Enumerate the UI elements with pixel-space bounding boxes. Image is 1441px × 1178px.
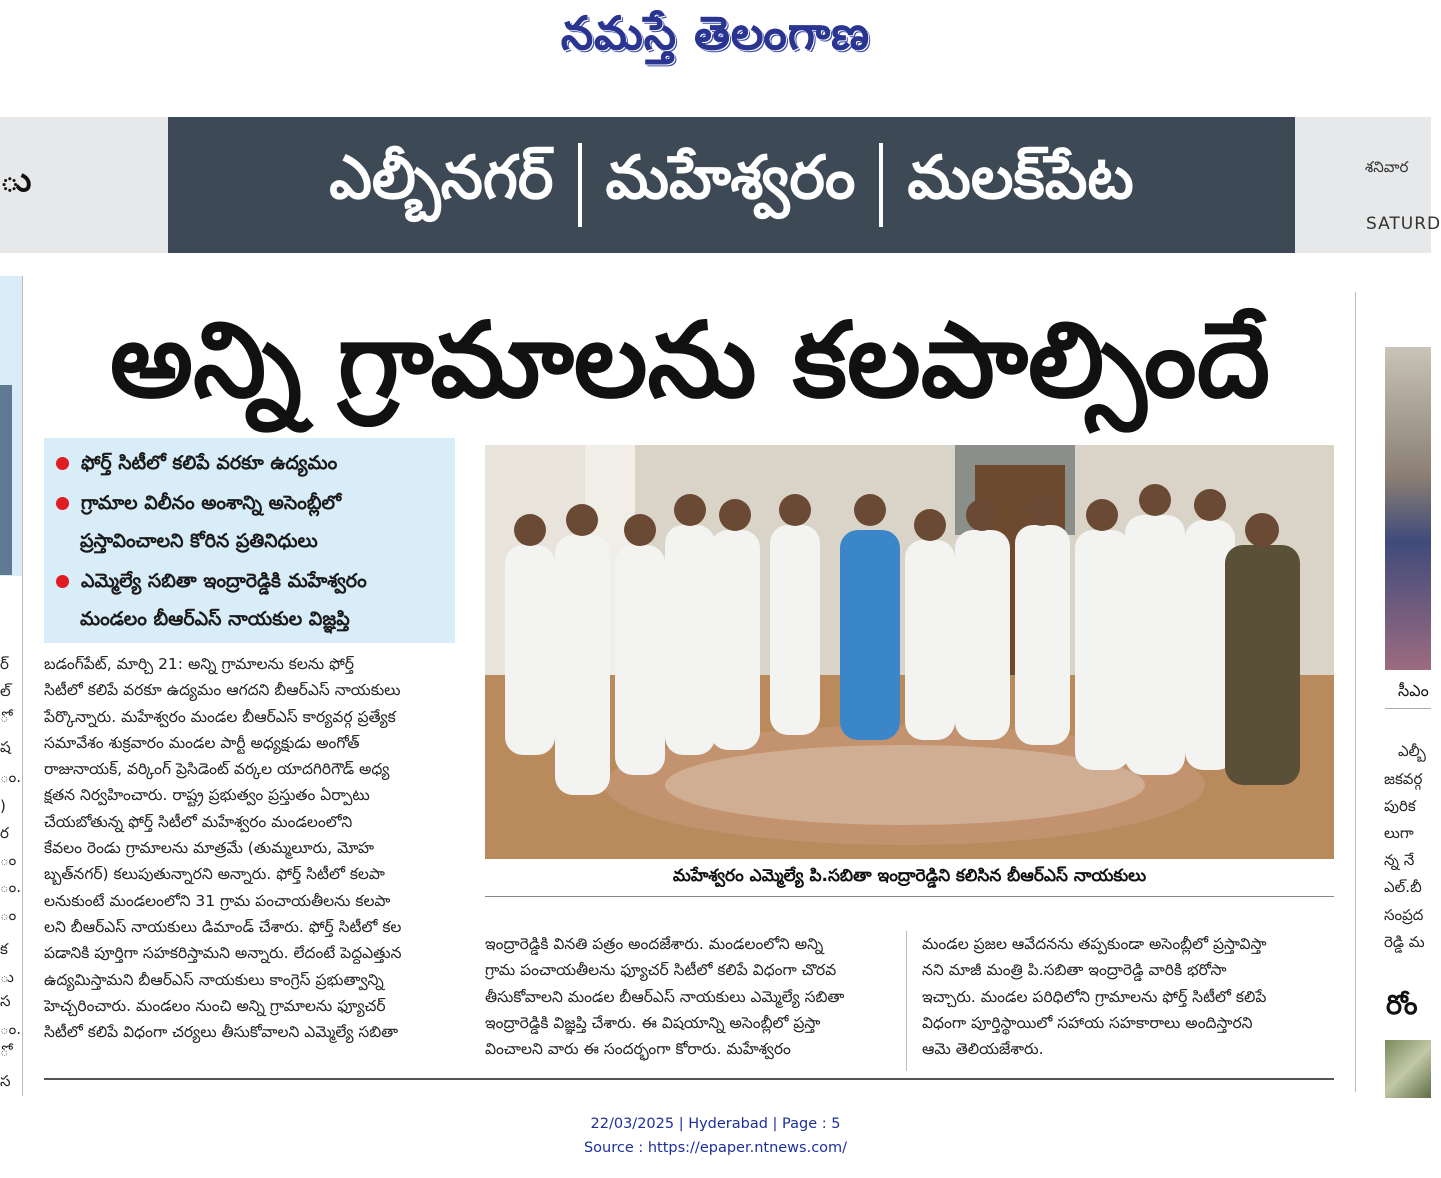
highlight-text: గ్రామాల విలీనం అంశాన్ని అసెంబ్లీలో bbox=[81, 492, 342, 514]
right-fragment: జకవర్గ bbox=[1384, 770, 1423, 788]
red-bullet-icon bbox=[56, 575, 69, 588]
photo-caption: మహేశ్వరం ఎమ్మెల్యే పి.సబితా ఇంద్రారెడ్డిని కలిసిన బీఆర్‌ఎస్ నాయకులు bbox=[672, 866, 1147, 886]
left-fragment: ర bbox=[0, 824, 9, 842]
article-line: సిటీలో కలిపే వరకూ ఉద్యమం ఆగదని బీఆర్‌ఎస్ నాయకులు bbox=[44, 681, 401, 700]
highlights-box bbox=[44, 438, 455, 643]
left-fragment: ) bbox=[0, 797, 6, 815]
right-fragment: సంప్రద bbox=[1384, 906, 1424, 924]
article-line: వించాలని వారు ఈ సందర్భంగా కోరారు. మహేశ్వరం bbox=[485, 1040, 791, 1059]
day-label-english: SATURD bbox=[1366, 214, 1441, 234]
left-fragment: ు bbox=[0, 968, 14, 986]
left-fragment: ం. bbox=[0, 768, 22, 786]
column-rule bbox=[1355, 292, 1356, 1092]
left-fragment: ో bbox=[0, 1042, 9, 1060]
article-line: ఇంద్రారెడ్డికి విజ్ఞప్తి చేశారు. ఈ విషయాన్ని అసెంబ్లీలో ప్రస్తా bbox=[485, 1013, 821, 1032]
right-fragment: రెడ్డి మ bbox=[1384, 933, 1425, 951]
masthead bbox=[0, 0, 1431, 90]
left-fragment: క bbox=[0, 940, 8, 958]
left-fragment: స bbox=[0, 1072, 11, 1090]
article-column-3 bbox=[922, 931, 1334, 1062]
section-name-lb-nagar: ఎల్బీనగర్ bbox=[329, 143, 554, 213]
article-line: సమావేశం శుక్రవారం మండల పార్టీ అధ్యక్షుడు అంగోత్ bbox=[44, 733, 360, 752]
highlight-item bbox=[56, 452, 337, 479]
caption-rule bbox=[1385, 708, 1431, 709]
right-neighbour-photo bbox=[1385, 347, 1431, 670]
article-line: ఇంద్రారెడ్డికి వినతి పత్రం అందజేశారు. మండలంలోని అన్ని bbox=[485, 935, 824, 953]
right-fragment: న్న నే bbox=[1384, 851, 1415, 869]
article-line: నని మాజీ మంత్రి పి.సబితా ఇంద్రారెడ్డి వారికి భరోసా bbox=[922, 961, 1227, 980]
article-line: గ్రామ పంచాయతీలను ఫ్యూచర్ సిటీలో కలిపే విధంగా చొరవ bbox=[485, 961, 837, 980]
right-fragment: ఎల్బీ bbox=[1398, 742, 1426, 760]
section-name-malakpet: మలక్‌పేట bbox=[907, 143, 1134, 213]
highlight-item bbox=[56, 492, 341, 519]
right-neighbour-photo-2 bbox=[1385, 1040, 1431, 1098]
footer-source-line: Source : https://epaper.ntnews.com/ bbox=[583, 1140, 848, 1156]
article-line: ఉద్యమిస్తామని బీఆర్‌ఎస్ నాయకులు కాంగ్రెస్ ప్రభుత్వాన్ని bbox=[44, 970, 384, 989]
article-line: రాజునాయక్, వర్కింగ్ ప్రెసిడెంట్ వర్కల యాదగిరిగౌడ్ అధ్య bbox=[44, 760, 390, 779]
bottom-rule bbox=[44, 1078, 1334, 1080]
right-photo-caption-fragment: సీఎం bbox=[1398, 681, 1429, 700]
article-line: చేయబోతున్న ఫోర్త్ సిటీలో మహేశ్వరం మండలంలోని bbox=[44, 812, 353, 831]
article-line: విధంగా పూర్తిస్థాయిలో సహాయ సహకారాలు అందిస్తారని bbox=[922, 1013, 1253, 1032]
red-bullet-icon bbox=[56, 457, 69, 470]
article-line: ఆమె తెలియజేశారు. bbox=[922, 1040, 1044, 1059]
right-subhead-fragment: రోం bbox=[1386, 990, 1418, 1021]
column-rule bbox=[22, 276, 23, 1096]
article-line: లని బీఆర్‌ఎస్ నాయకులు డిమాండ్ చేశారు. ఫోర్త్ సిటీలో కల bbox=[44, 917, 402, 936]
left-fragment: ం bbox=[0, 906, 17, 924]
section-name-maheshwaram: మహేశ్వరం bbox=[605, 143, 856, 213]
left-fragment: ల్ bbox=[0, 682, 11, 700]
highlight-item bbox=[56, 570, 367, 597]
article-column-2 bbox=[485, 931, 897, 1062]
right-fragment: పురిక bbox=[1384, 797, 1416, 815]
left-fragment: ర్ bbox=[0, 655, 9, 673]
article-line: లనుకుంటే మండలంలోని 31 గ్రామ పంచాయతీలను కలపా bbox=[44, 891, 391, 910]
section-bar bbox=[168, 117, 1295, 253]
article-line: బడంగ్‌పేట్, మార్చి 21: అన్ని గ్రామాలను కలను ఫోర్త్ bbox=[44, 655, 354, 673]
article-line: హెచ్చరించారు. మండలం నుంచి అన్ని గ్రామాలను ఫ్యూచర్ bbox=[44, 996, 386, 1015]
highlight-text-continued: ప్రస్తావించాలని కోరిన ప్రతినిధులు bbox=[80, 530, 318, 552]
article-line: సిటీలో కలిపే విధంగా చర్యలు తీసుకోవాలని ఎమ్మెల్యే సబితా bbox=[44, 1023, 399, 1042]
red-bullet-icon bbox=[56, 497, 69, 510]
left-fragment: ం bbox=[0, 851, 17, 869]
group-photo bbox=[485, 445, 1334, 859]
column-rule bbox=[906, 931, 907, 1071]
article-line: బ్బత్‌నగర్) కలుపుతున్నారని అన్నారు. ఫోర్త్ సిటీలో కలపా bbox=[44, 865, 385, 884]
caption-rule bbox=[485, 896, 1334, 897]
article-line: ఇచ్చారు. మండల పరిధిలోని గ్రామాలను ఫోర్త్ సిటీలో కలిపే bbox=[922, 987, 1267, 1006]
article-line: క్షతన నిర్వహించారు. రాష్ట్ర ప్రభుత్వం ప్రస్తుతం ఏర్పాటు bbox=[44, 786, 370, 805]
right-fragment: ఎల్.బీ bbox=[1384, 878, 1422, 896]
left-fragment: ం. bbox=[0, 878, 22, 896]
right-fragment: లుగా bbox=[1384, 824, 1414, 842]
left-fragment: ష bbox=[0, 738, 11, 756]
article-headline: అన్ని గ్రామాలను కలపాల్సిందే bbox=[109, 299, 1271, 421]
left-fragment: స bbox=[0, 992, 11, 1010]
left-neighbour-photo bbox=[0, 385, 12, 575]
left-fragment: ం. bbox=[0, 1020, 22, 1038]
section-left-fragment: ు bbox=[0, 160, 32, 200]
left-fragment: ో bbox=[0, 708, 9, 726]
highlight-text: ఫోర్త్ సిటీలో కలిపే వరకూ ఉద్యమం bbox=[81, 452, 338, 474]
footer-date-line: 22/03/2025 | Hyderabad | Page : 5 bbox=[590, 1116, 841, 1132]
highlight-text: ఎమ్మెల్యే సబితా ఇంద్రారెడ్డికి మహేశ్వరం bbox=[81, 570, 367, 592]
day-label-telugu: శనివార bbox=[1365, 158, 1409, 176]
highlight-text-continued: మండలం బీఆర్‌ఎస్ నాయకుల విజ్ఞప్తి bbox=[80, 608, 350, 630]
article-line: తీసుకోవాలని మండల బీఆర్‌ఎస్ నాయకులు ఎమ్మెల్యే సబితా bbox=[485, 987, 845, 1006]
article-column-1 bbox=[44, 651, 458, 1045]
article-line: మండల ప్రజల ఆవేదనను తప్పకుండా అసెంబ్లీలో ప్రస్తావిస్తా bbox=[922, 935, 1267, 953]
article-line: పేర్కొన్నారు. మహేశ్వరం మండల బీఆర్‌ఎస్ కార్యవర్గ ప్రత్యేక bbox=[44, 707, 396, 726]
group-photo-illustration bbox=[485, 445, 1334, 859]
article-line: పడానికి పూర్తిగా సహకరిస్తామని అన్నారు. లేదంటే పెద్దఎత్తున bbox=[44, 944, 402, 963]
newspaper-logo: నమస్తే తెలంగాణ bbox=[560, 6, 871, 60]
article-line: కేవలం రెండు గ్రామాలను మాత్రమే (తుమ్మలూరు, మోహ bbox=[44, 839, 374, 858]
